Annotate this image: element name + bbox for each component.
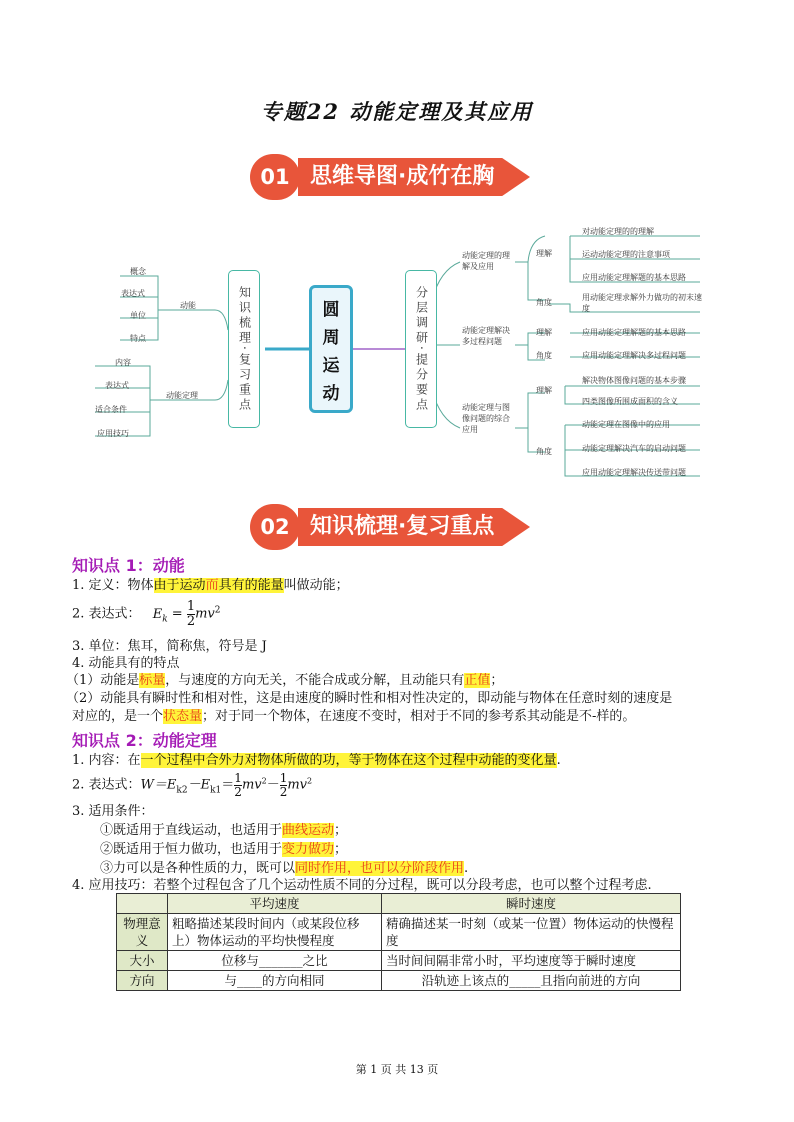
text: ； <box>490 673 504 688</box>
text: ③力可以是各种性质的力，既可以 <box>100 861 296 876</box>
mm-rleaf-3-3: 动能定理在图像中的应用 <box>582 420 670 429</box>
velocity-table <box>116 893 681 991</box>
table-row <box>117 914 681 951</box>
kp1-definition <box>72 577 349 595</box>
table-header-row <box>117 894 681 914</box>
mm-right-box-label: 分层调研·提分要点 <box>414 285 429 413</box>
text: ①既适用于直线运动，也适用于 <box>100 823 283 838</box>
mm-group-theorem: 动能定理 <box>166 391 198 400</box>
text: 1. 内容：在 <box>72 753 141 768</box>
mm-center-label: 圆周运动 <box>322 300 340 404</box>
mm-leaf-unit: 单位 <box>130 311 146 320</box>
mm-left-box <box>228 270 260 428</box>
banner-label: 思维导图·成竹在胸 <box>310 164 495 189</box>
mm-center-node <box>309 285 353 413</box>
kp1-feature-1 <box>66 672 503 690</box>
formula-tail: mv <box>195 606 215 622</box>
table-header-cell: 平均速度 <box>168 894 382 914</box>
mm-rleaf-2-1: 应用动能定理解题的基本思路 <box>582 328 686 337</box>
formula-sub: k <box>162 614 168 625</box>
kp2-condition-3 <box>100 860 468 878</box>
mm-rgroup-3: 动能定理与图像问题的综合应用 <box>462 403 510 434</box>
highlight: 变力做功 <box>282 842 335 857</box>
formula: ＝ <box>221 777 235 793</box>
banner-number: 01 <box>250 154 300 200</box>
mind-map-lines <box>0 0 794 500</box>
formula-sup: 2 <box>261 776 267 786</box>
formula-sup: 2 <box>307 776 313 786</box>
kp2-content <box>72 752 561 770</box>
highlight: 曲线运动 <box>282 823 335 838</box>
mm-rgroup-2: 动能定理解决多过程问题 <box>462 326 510 346</box>
text: ，与速度的方向无关，不能合成或分解，且动能只有 <box>165 673 465 688</box>
numerator: 1 <box>234 771 242 785</box>
table-cell: 当时间间隔非常小时，平均速度等于瞬时速度 <box>382 951 681 971</box>
banner-number: 02 <box>250 504 300 550</box>
numerator: 1 <box>279 771 288 785</box>
table-row-head: 物理意义 <box>117 914 168 951</box>
highlight: 状态量 <box>163 709 203 724</box>
text: ；对于同一个物体，在速度不变时，相对于不同的参考系其动能是不-样的。 <box>202 709 636 724</box>
formula: W＝E <box>140 777 177 793</box>
denominator: 2 <box>186 614 196 629</box>
mm-rgroup-3-understand: 理解 <box>536 386 552 395</box>
mm-leaf-feature: 特点 <box>130 334 146 343</box>
mm-group-kinetic-energy: 动能 <box>180 301 196 310</box>
text: 2. 表达式： <box>72 777 141 793</box>
highlight: 同时作用，也可以分阶段作用 <box>295 861 465 876</box>
highlight: 而 <box>205 578 219 593</box>
mm-rleaf-3-4: 动能定理解决汽车的启动问题 <box>582 444 686 453</box>
table-cell: 位移与_______之比 <box>168 951 382 971</box>
formula: mv <box>241 777 262 793</box>
section-banner-knowledge <box>250 504 550 550</box>
mm-leaf-concept: 概念 <box>130 267 146 276</box>
table-row <box>117 971 681 991</box>
denominator: 2 <box>279 785 288 799</box>
table-cell: 粗略描述某段时间内（或某段位移上）物体运动的平均快慢程度 <box>168 914 382 951</box>
mm-rgroup-1-angle: 角度 <box>536 298 552 307</box>
mm-leaf-expression: 表达式 <box>121 289 145 298</box>
formula: mv <box>287 777 308 793</box>
formula-eq: = <box>171 606 187 622</box>
kp2-formula <box>72 772 312 806</box>
kp2-condition-2 <box>100 841 347 859</box>
table-header-cell <box>117 894 168 914</box>
mm-rgroup-1-understand: 理解 <box>536 249 552 258</box>
kp2-conditions: 3. 适用条件： <box>72 804 154 819</box>
kp1-feature-2: （2）动能具有瞬时性和相对性，这是由速度的瞬时性和相对性决定的，即动能与物体在任意时刻的速度是 <box>66 691 673 706</box>
mm-leaf-expression-2: 表达式 <box>105 381 129 390</box>
mm-rgroup-3-angle: 角度 <box>536 447 552 456</box>
text: （1）动能是 <box>66 673 140 688</box>
table-cell: 与____的方向相同 <box>168 971 382 991</box>
kp1-heading: 知识点 1：动能 <box>72 556 185 575</box>
text: . <box>464 861 469 876</box>
kp1-formula <box>72 600 221 634</box>
text: ； <box>334 842 348 857</box>
kp2-condition-1 <box>100 822 347 840</box>
mm-rleaf-1-2: 运动动能定理的注意事项 <box>582 250 670 259</box>
fraction <box>234 772 242 799</box>
highlight: 具有的能量 <box>218 578 284 593</box>
mm-rleaf-2-2: 应用动能定理解决多过程问题 <box>582 351 686 360</box>
formula-sub: k1 <box>210 785 222 796</box>
highlight: 由于运动 <box>153 578 206 593</box>
kp2-tips: 4. 应用技巧：若整个过程包含了几个运动性质不同的分过程，既可以分段考虑，也可以整个过程考虑. <box>72 878 652 893</box>
text: 叫做动能； <box>283 578 349 593</box>
text: ②既适用于恒力做功，也适用于 <box>100 842 283 857</box>
fraction <box>187 600 195 629</box>
formula-sub: k2 <box>176 785 188 796</box>
kp2-heading: 知识点 2：动能定理 <box>72 731 217 750</box>
mm-rleaf-1-3: 应用动能定理解题的基本思路 <box>582 273 686 282</box>
mm-rgroup-1: 动能定理的理解及应用 <box>462 251 510 271</box>
formula: －E <box>187 777 211 793</box>
text: 2. 表达式： <box>72 606 141 622</box>
text: ； <box>334 823 348 838</box>
table-cell: 沿轨迹上该点的_____且指向前进的方向 <box>382 971 681 991</box>
mm-rleaf-1-1: 对动能定理的的理解 <box>582 227 654 236</box>
banner-label: 知识梳理·复习重点 <box>310 514 495 539</box>
table-row <box>117 951 681 971</box>
table-row-head: 方向 <box>117 971 168 991</box>
text: . <box>556 753 561 768</box>
mm-rgroup-2-angle: 角度 <box>536 351 552 360</box>
mm-rleaf-3-5: 应用动能定理解决传送带问题 <box>582 468 686 477</box>
mm-rgroup-2-understand: 理解 <box>536 328 552 337</box>
mm-right-box <box>405 270 437 428</box>
formula-symbol: E <box>152 606 163 622</box>
mm-left-box-label: 知识梳理·复习重点 <box>237 285 252 413</box>
kp1-unit: 3. 单位：焦耳，简称焦，符号是 J <box>72 639 267 654</box>
kp1-features: 4. 动能具有的特点 <box>72 656 180 671</box>
numerator: 1 <box>186 599 196 614</box>
formula: － <box>266 777 280 793</box>
highlight: 标量 <box>139 673 166 688</box>
text: 1. 定义：物体 <box>72 578 154 593</box>
mm-leaf-conditions: 适合条件 <box>95 405 127 414</box>
mm-leaf-tips: 应用技巧 <box>97 429 129 438</box>
mm-rleaf-3-1: 解决物体图像问题的基本步骤 <box>582 376 686 385</box>
mm-leaf-content: 内容 <box>115 358 131 367</box>
table-cell: 精确描述某一时刻（或某一位置）物体运动的快慢程度 <box>382 914 681 951</box>
highlight: 正值 <box>464 673 491 688</box>
formula-sup: 2 <box>214 605 221 616</box>
text: 对应的，是一个 <box>72 709 164 724</box>
mm-rleaf-3-2: 四类图像所围成面积的含义 <box>582 397 678 406</box>
mm-rleaf-1-4: 用动能定理求解外力做功的初末速度 <box>582 293 702 313</box>
table-row-head: 大小 <box>117 951 168 971</box>
page-footer: 第 1 页 共 13 页 <box>355 1063 439 1076</box>
table-header-cell: 瞬时速度 <box>382 894 681 914</box>
page-title: 专题22 动能定理及其应用 <box>260 99 534 124</box>
highlight: 一个过程中合外力对物体所做的功，等于物体在这个过程中动能的变化量 <box>140 753 557 768</box>
kp1-feature-2-cont <box>72 708 635 726</box>
denominator: 2 <box>234 785 242 799</box>
